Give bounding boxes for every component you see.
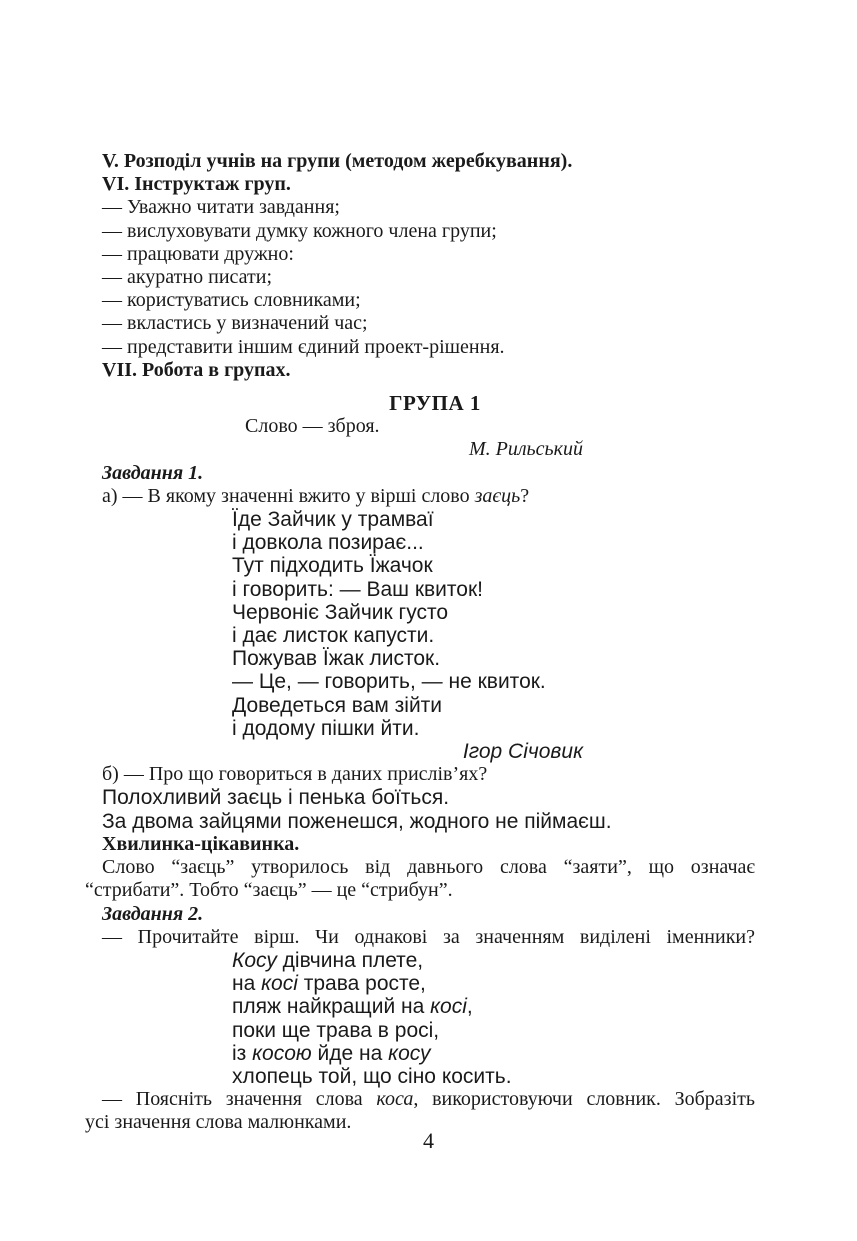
lesson-plan-item: — працювати дружно: — [102, 242, 294, 265]
poem-line: поки ще трава в росі, — [232, 1018, 440, 1042]
page-content — [85, 150, 755, 1135]
group-heading: ГРУПА 1 — [389, 391, 481, 416]
lesson-plan-item: — користуватись словниками; — [102, 289, 361, 312]
lesson-plan-item: V. Розподіл учнів на групи (методом жеребкування). — [102, 150, 573, 172]
task2-instruction-line-1: — Поясніть значення слова коса, використовуючи словник. Зобразіть — [102, 1088, 756, 1111]
lesson-plan-item: VII. Робота в групах. — [102, 358, 291, 381]
page-number: 4 — [423, 1128, 434, 1153]
epigraph-quote: Слово — зброя. — [245, 415, 380, 438]
lesson-plan-item: — вислуховувати думку кожного члена групи; — [102, 219, 497, 242]
poem-line: і додому пішки йти. — [232, 716, 420, 740]
fun-fact-line-1: Слово “заєць” утворилось від давнього слова “заяти”, що означає — [102, 856, 755, 879]
poem-line: Їде Зайчик у трамваї — [232, 508, 434, 532]
lesson-plan-item: — акуратно писати; — [102, 266, 272, 289]
epigraph-author: М. Рильський — [468, 438, 583, 461]
poem-line: — Це, — говорить, — не квиток. — [232, 670, 546, 694]
fun-fact-heading: Хвилинка-цікавинка. — [102, 832, 300, 855]
poem-line: і довкола позирає... — [232, 531, 424, 555]
task2-instruction-line-2: усі значення слова малюнками. — [85, 1111, 352, 1134]
lesson-plan-item: — вкластись у визначений час; — [102, 312, 368, 335]
poem-line: і дає листок капусти. — [232, 624, 435, 648]
proverb-line: Полохливий заєць і пенька боїться. — [102, 786, 450, 810]
lesson-plan-item: — Уважно читати завдання; — [102, 196, 340, 219]
task1-label: Завдання 1. — [102, 461, 204, 484]
poem-line: Косу дівчина плете, — [232, 948, 424, 972]
poem1-author: Ігор Січовик — [462, 740, 583, 764]
proverb-line: За двома зайцями поженешся, жодного не піймаєш. — [102, 809, 612, 833]
poem-kosa — [232, 949, 755, 1088]
poem-line: хлопець той, що сіно косить. — [232, 1064, 512, 1088]
task1-question-b: б) — Про що говориться в даних прислів’ях? — [102, 763, 488, 786]
lesson-plan-item: VI. Інструктаж груп. — [102, 173, 291, 196]
task1-question-a: а) — В якому значенні вжито у вірші слово заєць? — [102, 484, 530, 507]
poem-line: Пожував Їжак листок. — [232, 647, 441, 671]
poem-line: Червоніє Зайчик густо — [232, 600, 449, 624]
poem-zaichyk — [232, 508, 755, 740]
poem-line: Тут підходить Їжачок — [232, 554, 433, 578]
poem-line: Доведеться вам зійти — [232, 693, 443, 717]
poem-line: і говорить: — Ваш квиток! — [232, 577, 483, 601]
task2-intro: — Прочитайте вірш. Чи однакові за значенням виділені іменники? — [102, 925, 755, 948]
proverbs-list — [85, 786, 755, 832]
task2-label: Завдання 2. — [102, 902, 204, 925]
poem-line: на косі трава росте, — [232, 972, 426, 996]
lesson-plan-list — [85, 150, 755, 382]
poem-line: із косою йде на косу — [232, 1041, 431, 1065]
lesson-plan-item: — представити іншим єдиний проект-рішення. — [102, 335, 505, 358]
poem-line: пляж найкращий на косі, — [232, 995, 473, 1019]
fun-fact-line-2: “стрибати”. Тобто “заєць” — це “стрибун”. — [85, 879, 453, 902]
